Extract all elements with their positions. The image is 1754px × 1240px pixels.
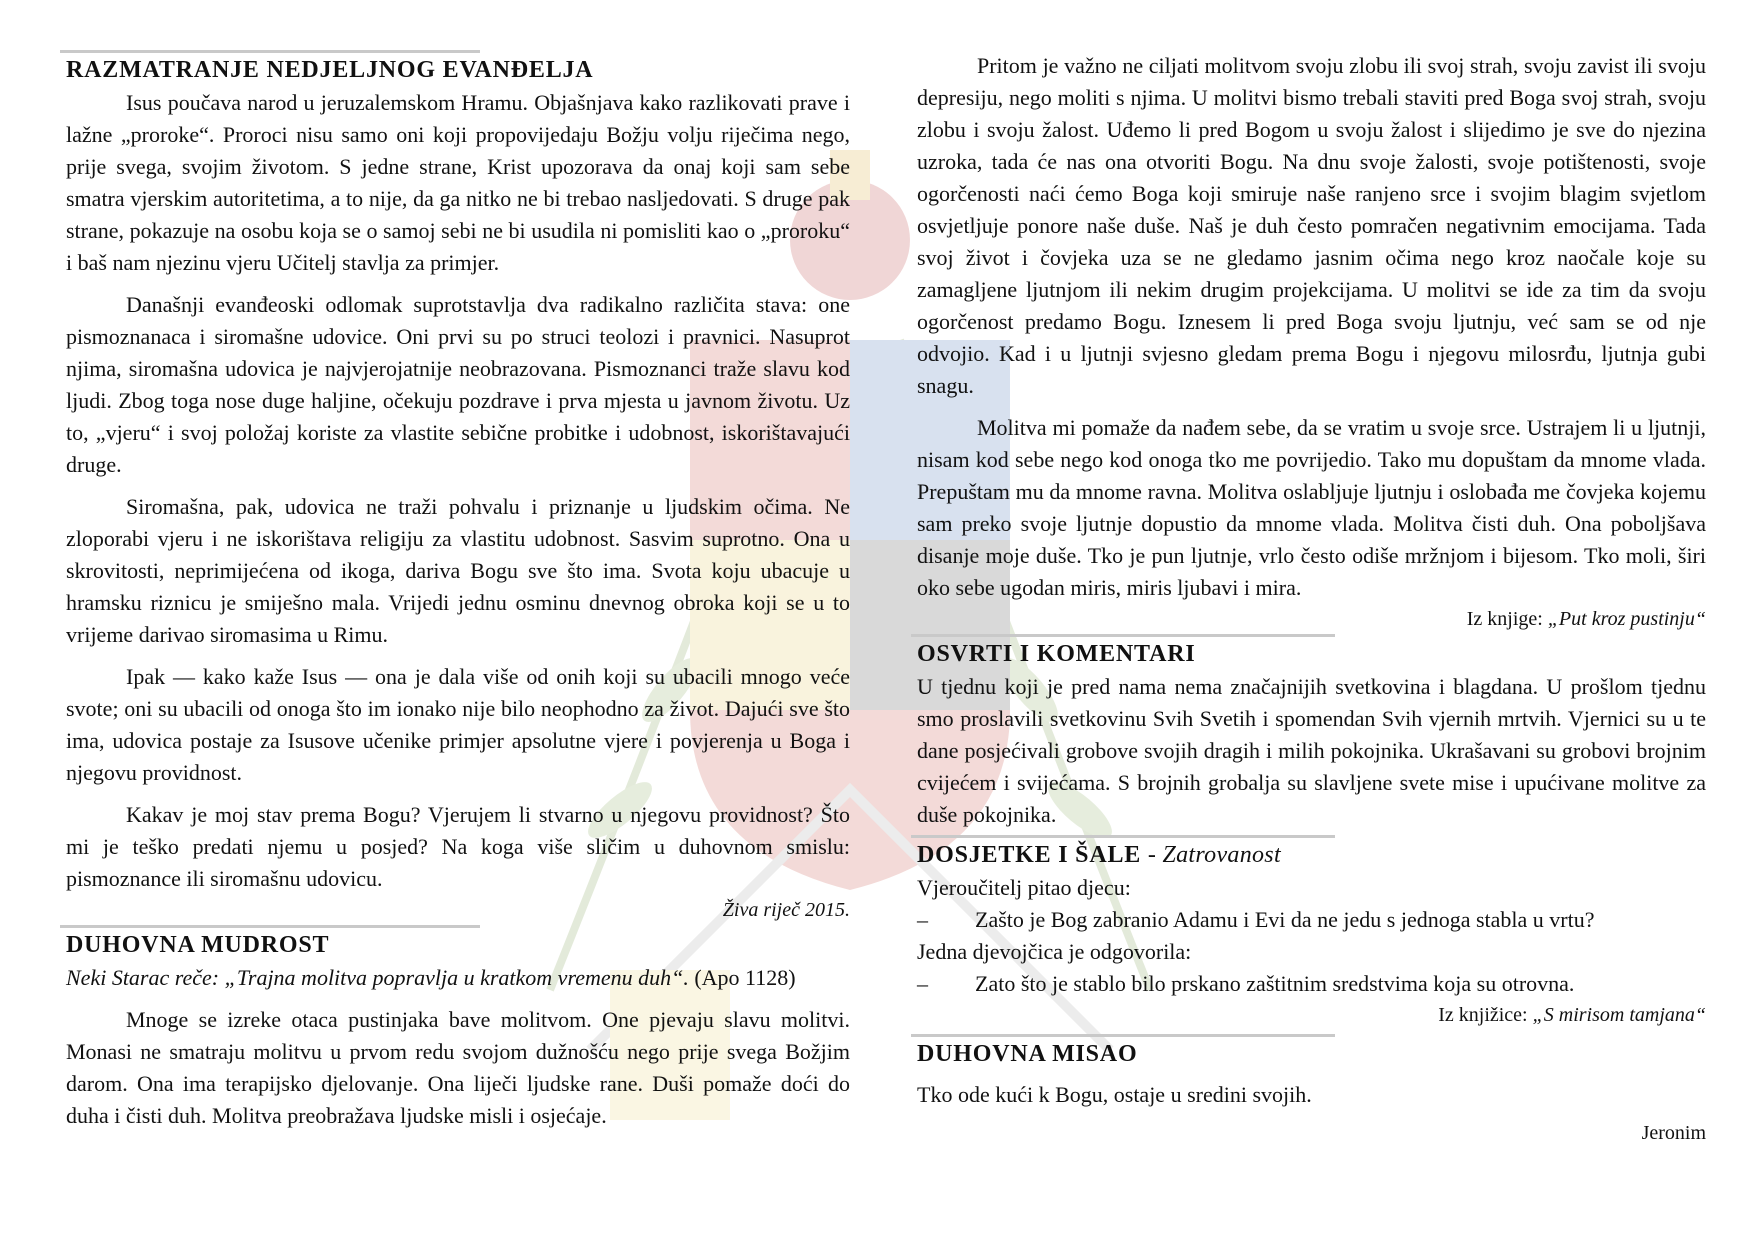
dosjetke-subtitle: - Zatrovanost <box>1147 842 1281 868</box>
quote-reference: (Apo 1128) <box>694 965 796 990</box>
quote-text: Neki Starac reče: „Trajna molitva popravlja u kratkom vremenu duh“. <box>66 965 689 990</box>
paragraph: Mnoge se izreke otaca pustinjaka bave molitvom. One pjevaju slavu molitvi. Monasi ne smatraju molitvu u prvom redu svojom dužnošću nego prije svega Božjim darom. Ona ima terapijsko djelovanje. Ona liječi ljudske rane. Duši pomaže doći do duha i čisti duh. Molitva preobražava ljudske misli i osjećaje. <box>66 1007 850 1128</box>
joke-answer <box>917 968 1706 1000</box>
answer-text: Zato što je stablo bilo prskano zaštitnim sredstvima koja su otrovna. <box>975 971 1575 996</box>
thought-author: Jeronim <box>1641 1122 1706 1144</box>
section-title-razmatranje: RAZMATRANJE NEDJELJNOG EVANĐELJA <box>66 57 594 83</box>
paragraph: Današnji evanđeoski odlomak suprotstavlja dva radikalno različita stava: one pismoznanaca i siromašne udovice. Oni prvi su po struci teolozi i pravnici. Nasuprot njima, siromašna udovica je najvjerojatnije neobrazovana. Pismoznanci traže slavu kod ljudi. Zbog toga nose duge haljine, očekuju pozdrave i prva mjesta u javnom životu. Uz to, „vjeru“ i svoj položaj koriste za vlastite sebične probitke i udobnost, iskorištavajući druge. <box>66 292 850 477</box>
source-citation <box>917 604 1706 634</box>
paragraph: Kakav je moj stav prema Bogu? Vjerujem li stvarno u njegovu providnost? Što mi je teško predati njemu u posjed? Na koga više sličim u duhovnom smislu: pismoznance ili siromašnu udovicu. <box>66 802 850 891</box>
section-title-osvrti: OSVRTI I KOMENTARI <box>917 641 1196 667</box>
paragraph: Ipak — kako kaže Isus — ona je dala više od onih koji su ubacili mnogo veće svote; oni su ubacili od onoga što im ionako nije bilo neophodno za život. Dajući sve što ima, udovica postaje za Isusove učenike primjer apsolutne vjere i povjerenja u Boga i njegovu providnost. <box>66 664 850 785</box>
dosjetke-title: DOSJETKE I ŠALE <box>917 842 1142 868</box>
dash-mark: – <box>917 907 928 932</box>
source-label: Iz knjižice: <box>1438 1004 1528 1026</box>
elder-quote <box>66 962 850 994</box>
dash-mark: – <box>917 971 928 996</box>
section-title-dosjetke <box>917 838 1706 872</box>
source-label: Iz knjige: <box>1466 608 1543 630</box>
source-title: „S mirisom tamjana“ <box>1532 1004 1706 1026</box>
joke-line: Jedna djevojčica je odgovorila: <box>917 939 1192 964</box>
thought-text: Tko ode kući k Bogu, ostaje u sredini svojih. <box>917 1082 1312 1107</box>
left-column <box>66 50 850 1132</box>
joke-line: Vjeroučitelj pitao djecu: <box>917 875 1131 900</box>
source-citation <box>917 1000 1706 1030</box>
section-title-duhovna-mudrost: DUHOVNA MUDROST <box>66 932 330 958</box>
paragraph: Pritom je važno ne ciljati molitvom svoju zlobu ili svoj strah, svoju zavist ili svoju depresiju, nego moliti s njima. U molitvi bismo trebali staviti pred Boga svoj strah, svoju zlobu i svoju žalost. Uđemo li pred Bogom u svoju žalost i slijedimo je sve do njezina uzroka, tada će nas ona otvoriti Bogu. Na dnu svoje žalosti, svoje potištenosti, svoje ogorčenosti naći ćemo Boga koji smiruje naše ranjeno srce i svojim blagim svjetlom osvjetljuje ponore naše duše. Naš je duh često pomračen negativnim emocijama. Tada svoj život i čovjeka uza se ne gledamo jasnim očima nego kroz naočale koje su zamagljene ljutnjom ili nekim drugim projekcijama. U molitvi se ide za tim da svoju ogorčenost predamo Bogu. Iznesem li pred Boga svoju ljutnju, već sam se od nje odvojio. Kad i u ljutnji svjesno gledam prema Bogu i njegovu milosrđu, ljutnja gubi snagu. <box>917 53 1706 398</box>
joke-question <box>917 904 1706 936</box>
paragraph: Molitva mi pomaže da nađem sebe, da se vratim u svoje srce. Ustrajem li u ljutnji, nisam kod sebe nego kod onoga tko me povrijedio. Tako mu dopuštam da mnome vlada. Prepuštam mu da mnome ravna. Molitva oslabljuje ljutnju i oslobađa me čovjeka kojemu sam preko svoje ljutnje dopustio da mnome vlada. Molitva čisti duh. Ona poboljšava disanje moje duše. Tko je pun ljutnje, vrlo često odiše mržnjom i bijesom. Tko moli, širi oko sebe ugodan miris, miris ljubavi i mira. <box>917 415 1706 600</box>
question-text: Zašto je Bog zabranio Adamu i Evi da ne jedu s jednoga stabla u vrtu? <box>975 907 1595 932</box>
paragraph: Siromašna, pak, udovica ne traži pohvalu i priznanje u ljudskim očima. Ne zloporabi vjeru i ne iskorištava religiju za vlastitu udobnost. Sasvim suprotno. Ona u skrovitosti, neprimijećena od ikoga, dariva Bogu sve što ima. Svota koju ubacuje u hramsku riznicu je smiješno mala. Vrijedi jednu osminu dnevnog obroka koji se u to vrijeme darivao siromasima u Rimu. <box>66 494 850 647</box>
section-title-duhovna-misao: DUHOVNA MISAO <box>917 1041 1138 1067</box>
paragraph: Isus poučava narod u jeruzalemskom Hramu. Objašnjava kako razlikovati prave i lažne „proroke“. Proroci nisu samo oni koji propovijedaju Božju volju riječima nego, prije svega, svojim životom. S jedne strane, Krist upozorava da onaj koji sam sebe smatra vjerskim autoritetima, a to nije, da ga nitko ne bi trebao nasljedovati. S druge pak strane, pokazuje na osobu koja se o samoj sebi ne bi usudila ni pomisliti kao o „proroku“ i baš nam njezinu vjeru Učitelj stavlja za primjer. <box>66 90 850 275</box>
right-column <box>917 50 1706 1149</box>
source-citation: Živa riječ 2015. <box>722 899 850 921</box>
paragraph: U tjednu koji je pred nama nema značajnijih svetkovina i blagdana. U prošlom tjednu smo proslavili svetkovinu Svih Svetih i spomendan Svih vjernih mrtvih. Vjernici su u te dane posjećivali grobove svojih dragih i milih pokojnika. Ukrašavani su grobovi brojnim cvijećem i svijećama. S brojnih grobalja su slavljene svete mise i upućivane molitve za duše pokojnika. <box>917 674 1706 827</box>
source-title: „Put kroz pustinju“ <box>1547 608 1706 630</box>
